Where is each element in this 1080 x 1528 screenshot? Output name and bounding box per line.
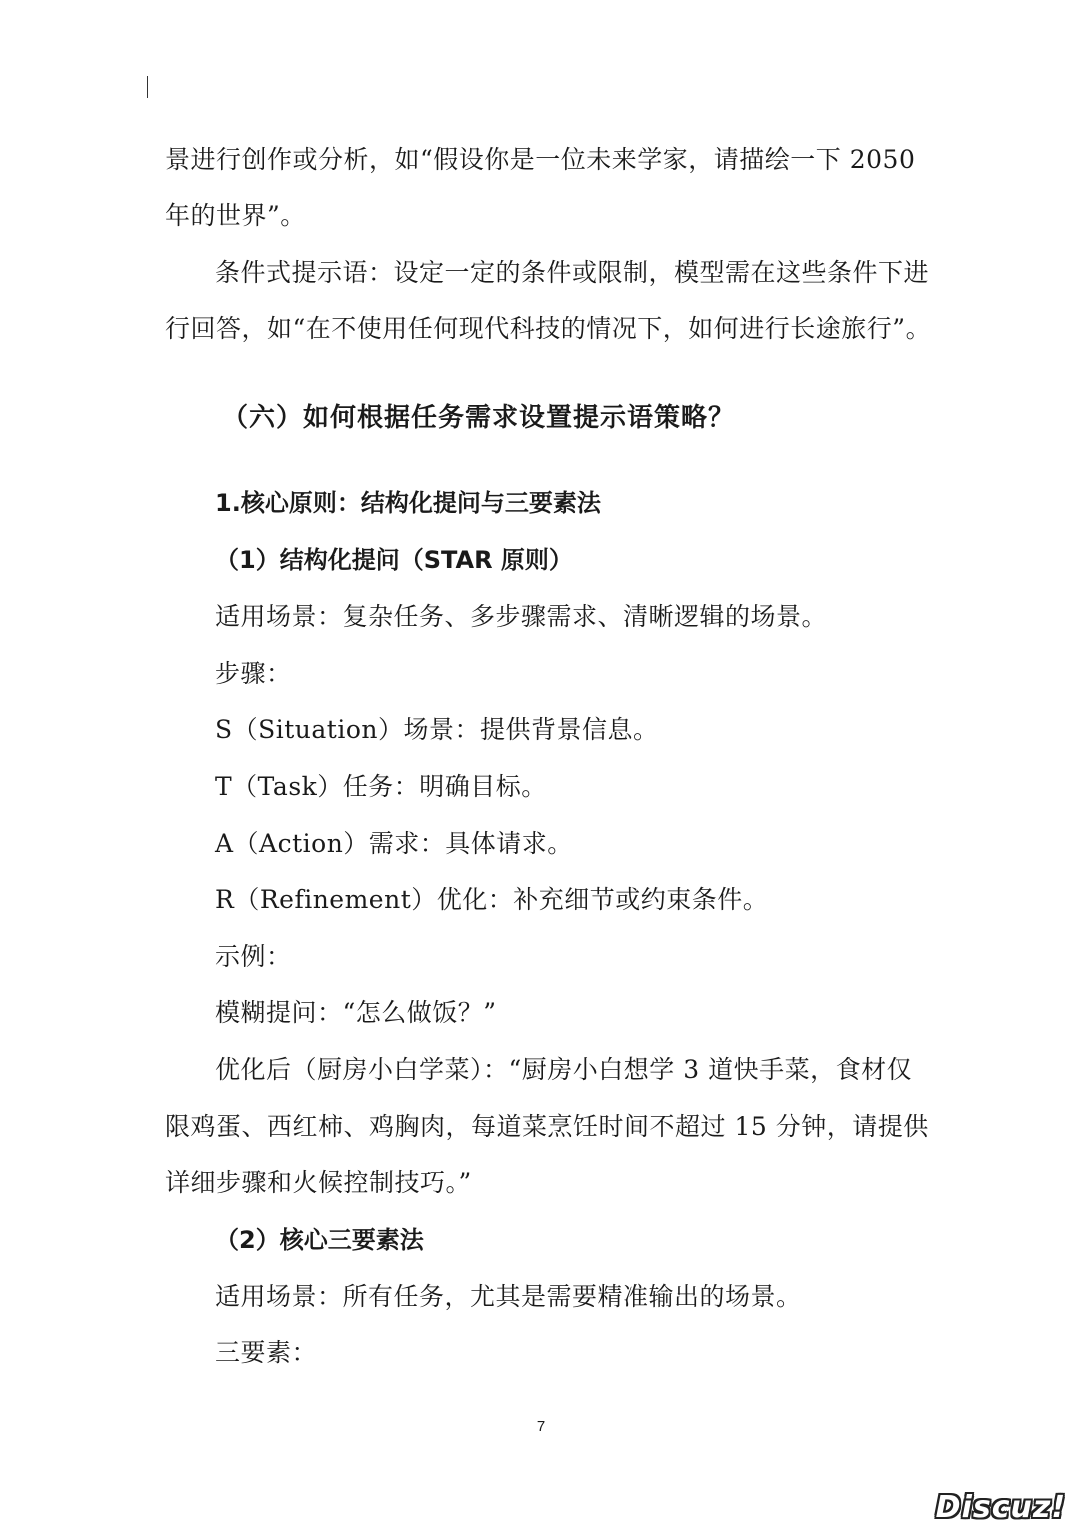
paragraph-line: 三要素：: [215, 1338, 318, 1367]
subheading-core-principle: 1.核心原则：结构化提问与三要素法: [215, 489, 601, 517]
paragraph-line: 模糊提问：“怎么做饭？”: [215, 998, 497, 1027]
paragraph-line: 条件式提示语：设定一定的条件或限制，模型需在这些条件下进: [215, 258, 930, 287]
subheading-star: （1）结构化提问（STAR 原则）: [215, 546, 573, 574]
paragraph-line: T（Task）任务：明确目标。: [215, 772, 547, 801]
discuz-watermark: Discuz!: [935, 1490, 1066, 1525]
paragraph-line: 优化后（厨房小白学菜）：“厨房小白想学 3 道快手菜，食材仅: [215, 1055, 913, 1084]
page-number: 7: [536, 1418, 546, 1435]
paragraph-line: 年的世界”。: [165, 201, 306, 230]
paragraph-line: 适用场景：所有任务，尤其是需要精准输出的场景。: [215, 1282, 802, 1311]
paragraph-line: 详细步骤和火候控制技巧。”: [165, 1168, 472, 1197]
paragraph-line: R（Refinement）优化：补充细节或约束条件。: [215, 885, 769, 914]
paragraph-line: 步骤：: [215, 659, 292, 688]
paragraph-line: 适用场景：复杂任务、多步骤需求、清晰逻辑的场景。: [215, 602, 828, 631]
subheading-three-elements: （2）核心三要素法: [215, 1226, 424, 1254]
paragraph-line: S（Situation）场景：提供背景信息。: [215, 715, 659, 744]
paragraph-line: 限鸡蛋、西红柿、鸡胸肉，每道菜烹饪时间不超过 15 分钟，请提供: [165, 1112, 929, 1141]
paragraph-line: A（Action）需求：具体请求。: [215, 829, 573, 858]
paragraph-line: 景进行创作或分析，如“假设你是一位未来学家，请描绘一下 2050: [165, 145, 916, 174]
paragraph-line: 行回答，如“在不使用任何现代科技的情况下，如何进行长途旅行”。: [165, 314, 932, 343]
section-heading: （六）如何根据任务需求设置提示语策略？: [222, 403, 736, 433]
text-cursor-mark: [147, 76, 148, 98]
paragraph-line: 示例：: [215, 942, 292, 971]
